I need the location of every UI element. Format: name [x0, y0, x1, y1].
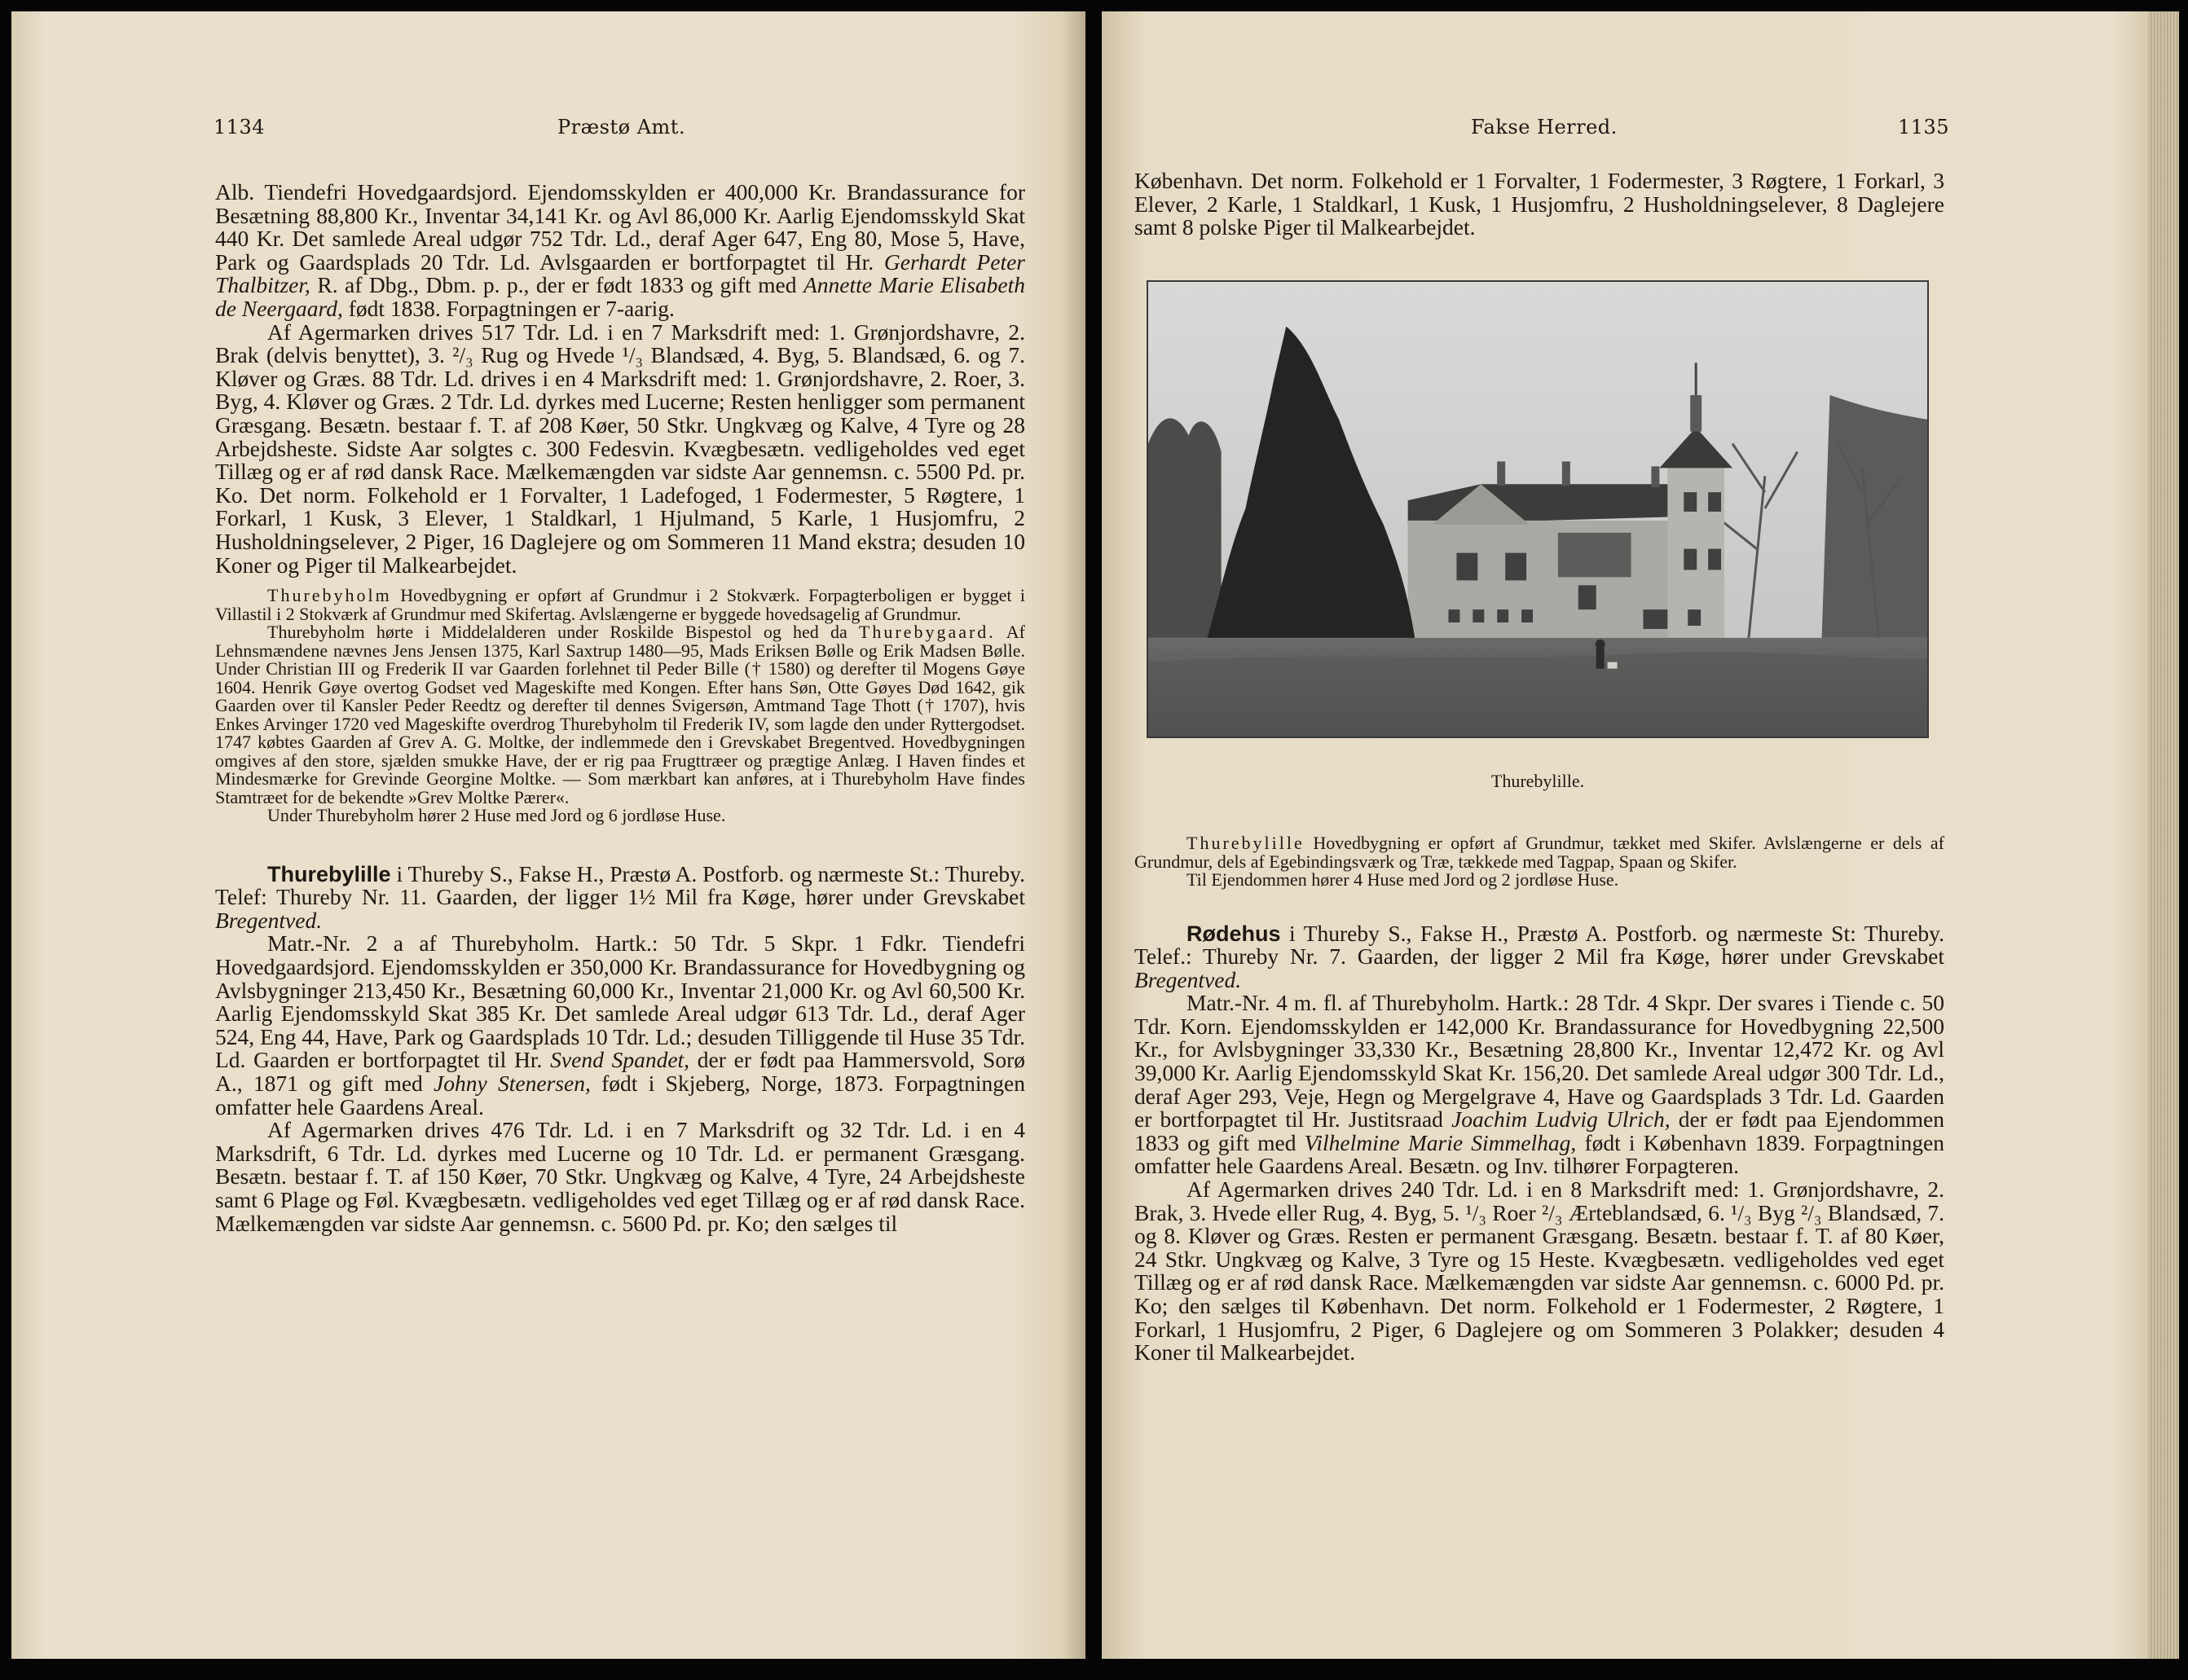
small-print-paragraph: Til Ejendommen hører 4 Huse med Jord og 2 jordløse Huse.	[1186, 869, 1619, 890]
paragraph: Matr.-Nr. 2 a af Thurebyholm. Hartk.: 50 Tdr. 5 Skpr. 1 Fdkr. Tiendefri Hovedgaardsjord. Ejendomsskylden er 350,000 Kr. Brandassurance for Hovedbygning og Avlsbygninger 213,450 Kr., Besætning 60,000 Kr., Inventar 21,000 Kr. og Avl 60,500 Kr. Aarlig Ejendomsskyld Skat 385 Kr. Det samlede Areal udgør 613 Tdr. Ld., deraf Ager 524, Eng 44, Have, Park og Gaardsplads 10 Tdr. Ld.; desuden Tilliggende til Huse 35 Tdr. Ld. Gaarden er bortforpagtet til Hr. Svend Spandet, der er født paa Hammersvold, Sorø A., 1871 og gift med Johny Stenersen, født i Skjeberg, Norge, 1873. Forpagtningen omfatter hele Gaardens Areal.	[215, 930, 1026, 1119]
photo-caption: Thurebylille.	[1490, 771, 1585, 791]
right-text-column	[1134, 834, 1944, 1365]
small-print-paragraph: Thurebyholm hørte i Middelalderen under Roskilde Bispestol og hed da Thurebygaard. Af Lehnsmændene nævnes Jens Jensen 1375, Karl Saxtrup 1480—95, Mads Eriksen Bølle og Erik Madsen Bølle. Under Christian III og Frederik II var Gaarden forlehnet til Peder Bille († 1580) og derefter til Mogens Gøye 1604. Henrik Gøye overtog Godset ved Mageskifte med Kongen. Efter hans Søn, Otte Gøyes Død 1642, gik Gaarden over til Kansler Peder Reedtz og derefter til dennes Svigersøn, Amtmand Tage Thott († 1707), hvis Enkes Arvinger 1720 ved Mageskifte overdrog Thurebyholm til Frederik IV, som lagde den under Ryttergodset. 1747 købtes Gaarden af Grev A. G. Moltke, der indlemmede den i Grevskabet Bregentved. Hovedbygningen omgives af den store, sjælden smukke Have, der er rig paa Frugttræer og prægtige Anlæg. I Haven findes et Mindesmærke for Grevinde Georgine Moltke. — Som mærkbart kan anføres, at i Thurebyholm Have findes Stamtræet for de bekendte »Grev Moltke Pærer«.	[215, 622, 1025, 807]
small-print-paragraph: Thurebylille Hovedbygning er opført af Grundmur, tækket med Skifer. Avlslængerne er dels af Grundmur, dels af Egebindingsværk og Træ, tækkede med Tagpap, Spaan og Skifer.	[1134, 833, 1944, 872]
estate-entry: Thurebylille i Thureby S., Fakse H., Præstø A. Postforb. og nærmeste St.: Thureby. Telef: Thureby Nr. 11. Gaarden, der ligger 1½ Mil fra Køge, hører under Grevskabet Bregentved.	[215, 860, 1025, 933]
small-print-paragraph: Under Thurebyholm hører 2 Huse med Jord og 6 jordløse Huse.	[267, 805, 726, 826]
paragraph: Af Agermarken drives 240 Tdr. Ld. i en 8 Marksdrift med: 1. Grønjordshavre, 2. Brak, 3. Hvede eller Rug, 4. Byg, 5. ¹/₃ Roer ²/₃ Ærteblandsæd, 6. ¹/₃ Byg ²/₃ Blandsæd, 7. og 8. Kløver og Græs. Resten er permanent Græsgang. Besætn. bestaar f. T. af 80 Køer, 24 Stkr. Ungkvæg og Kalve, 3 Tyre og 15 Heste. Kvægbesætn. vedligeholdes ved eget Tillæg og er af rød dansk Race. Mælkemængden var sidste Aar gennemsn. c. 6000 Pd. pr. Ko; den sælges til København. Det norm. Folkehold er 1 Fodermester, 2 Røgtere, 1 Forkarl, 1 Husjomfru, 2 Piger, 6 Daglejere og om Sommeren 3 Polakker; desuden 4 Koner til Malkearbejdet.	[1134, 1176, 1944, 1366]
manor-photograph	[1147, 280, 1929, 738]
running-header-left: Præstø Amt.	[557, 116, 686, 139]
estate-entry: Rødehus i Thureby S., Fakse H., Præstø A. Postforb. og nærmeste St: Thureby. Telef.: Thureby Nr. 7. Gaarden, der ligger 2 Mil fra Køge, hører under Grevskabet Bregentved.	[1134, 920, 1944, 992]
estate-name: Rødehus	[1186, 921, 1281, 946]
right-text-top	[1134, 169, 1944, 240]
small-print-paragraph: Thurebyholm Hovedbygning er opført af Grundmur i 2 Stokværk. Forpagterboligen er bygget i Villastil i 2 Stokværk af Grundmur med Skifertag. Avlslængerne er byggede hovedsagelig af Grundmur.	[215, 585, 1026, 624]
left-text-column	[215, 181, 1025, 1235]
estate-name: Thurebylille	[267, 861, 391, 886]
page-number-left: 1134	[214, 116, 266, 139]
page-edges	[2148, 11, 2179, 1659]
paragraph: Af Agermarken drives 517 Tdr. Ld. i en 7 Marksdrift med: 1. Grønjordshavre, 2. Brak (delvis benyttet), 3. ²/₃ Rug og Hvede ¹/₃ Blandsæd, 4. Byg, 5. Blandsæd, 6. og 7. Kløver og Græs. 88 Tdr. Ld. drives i en 4 Marksdrift med: 1. Grønjordshavre, 2. Roer, 3. Byg, 4. Kløver og Græs. 2 Tdr. Ld. dyrkes med Lucerne; Resten henligger som permanent Græsgang. Besætn. bestaar f. T. af 208 Køer, 50 Stkr. Ungkvæg og Kalve, 4 Tyre og 28 Arbejdsheste. Sidste Aar solgtes c. 300 Fedesvin. Kvægbesætn. vedligeholdes ved eget Tillæg og er af rød dansk Race. Mælkemængden var sidste Aar gennemsn. c. 5500 Pd. pr. Ko. Det norm. Folkehold er 1 Forvalter, 1 Ladefoged, 1 Fodermester, 5 Røgtere, 1 Forkarl, 1 Kusk, 3 Elever, 1 Staldkarl, 1 Hjulmand, 5 Karle, 1 Husjomfru, 2 Husholdningselever, 2 Piger, 16 Daglejere og om Sommeren 11 Mand ekstra; desuden 10 Koner og Piger til Malkearbejdet.	[215, 319, 1025, 578]
manor-photo-image	[1148, 282, 1927, 737]
page-number-right: 1135	[1898, 116, 1950, 139]
left-page	[11, 11, 1085, 1659]
running-header-right: Fakse Herred.	[1471, 116, 1618, 139]
paragraph: Matr.-Nr. 4 m. fl. af Thurebyholm. Hartk.: 28 Tdr. 4 Skpr. Der svares i Tiende c. 50 Tdr. Korn. Ejendomsskylden er 142,000 Kr. Brandassurance for Hovedbygning 22,500 Kr., for Avlsbygninger 33,330 Kr., Besætning 28,800 Kr., Inventar 12,472 Kr. og Avl 39,000 Kr. Aarlig Ejendomsskyld Skat Kr. 156,20. Det samlede Areal udgør 300 Tdr. Ld., deraf Ager 293, Veje, Hegn og Mergelgrave 4, Have og Gaardsplads 3 Tdr. Ld. Gaarden er bortforpagtet til Hr. Justitsraad Joachim Ludvig Ulrich, der er født paa Ejendommen 1833 og gift med Vilhelmine Marie Simmelhag, født i København 1839. Forpagtningen omfatter hele Gaardens Areal. Besætn. og Inv. tilhører Forpagteren.	[1134, 990, 1945, 1179]
paragraph: Alb. Tiendefri Hovedgaardsjord. Ejendomsskylden er 400,000 Kr. Brandassurance for Besætning 88,800 Kr., Inventar 34,141 Kr. og Avl 86,000 Kr. Aarlig Ejendomsskyld Skat 440 Kr. Det samlede Areal udgør 752 Tdr. Ld., deraf Ager 647, Eng 80, Mose 5, Have, Park og Gaardsplads 20 Tdr. Ld. Avlsgaarden er bortforpagtet til Hr. Gerhardt Peter Thalbitzer, R. af Dbg., Dbm. p. p., der er født 1833 og gift med Annette Marie Elisabeth de Neergaard, født 1838. Forpagtningen er 7-aarig.	[215, 179, 1025, 321]
paragraph: Af Agermarken drives 476 Tdr. Ld. i en 7 Marksdrift og 32 Tdr. Ld. i en 4 Marksdrift, 6 Tdr. Ld. dyrkes med Lucerne og 10 Tdr. Ld. er permanent Græsgang. Besætn. bestaar f. T. af 150 Køer, 70 Stkr. Ungkvæg og Kalve, 4 Tyre, 24 Arbejdsheste samt 6 Plage og Føl. Kvægbesætn. vedligeholdes ved eget Tillæg og er af rød dansk Race. Mælkemængden var sidste Aar gennemsn. c. 5600 Pd. pr. Ko; den sælges til	[215, 1117, 1025, 1236]
paragraph: København. Det norm. Folkehold er 1 Forvalter, 1 Fodermester, 3 Røgtere, 1 Forkarl, 3 Elever, 2 Karle, 1 Staldkarl, 1 Kusk, 1 Husjomfru, 2 Husholdningselever, 8 Daglejere samt 8 polske Piger til Malkearbejdet.	[1134, 168, 1944, 240]
